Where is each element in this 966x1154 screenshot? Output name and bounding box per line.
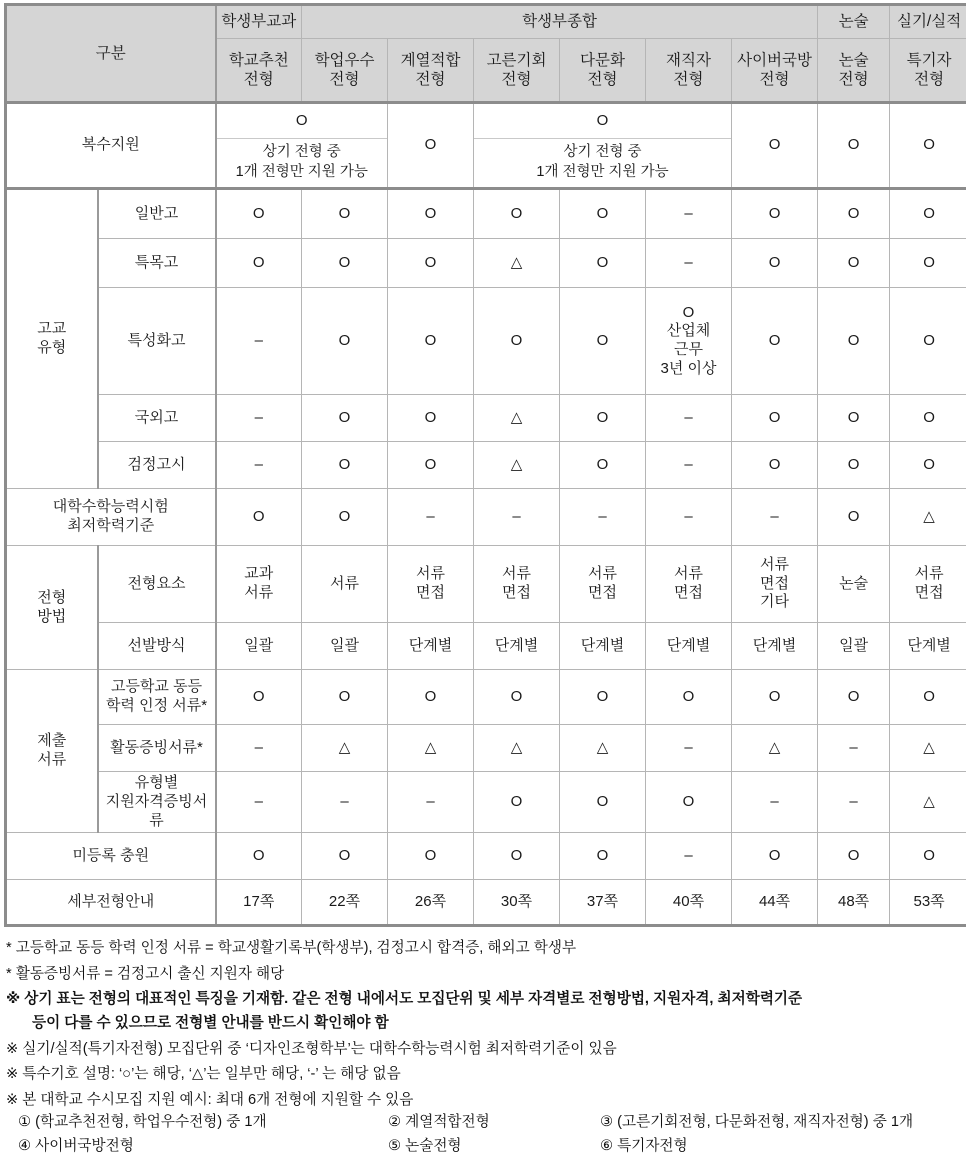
cell-ilbango-2: O: [388, 189, 474, 239]
cell-csat-6: –: [732, 489, 818, 546]
row-label-detail-guide: 세부전형안내: [6, 880, 216, 926]
cell-guide-7: 48쪽: [818, 880, 890, 926]
row-group-label-documents: [6, 670, 98, 833]
documents-label-line2: 서류: [37, 751, 66, 768]
cell-guide-0: 17쪽: [216, 880, 302, 926]
cell-csat-4: –: [560, 489, 646, 546]
footnotes: [6, 941, 966, 1153]
table-row-ilbango: [6, 189, 966, 239]
cell-unreg-3: O: [474, 833, 560, 880]
table-row-seonbal-bangsik: [6, 623, 966, 670]
cell-yoso-4: [560, 546, 646, 623]
row-label-ilbango: 일반고: [98, 189, 216, 239]
cell-dual-apply-c9: O: [890, 103, 966, 189]
col-line2: 전형: [674, 71, 704, 88]
cell-guide-5: 40쪽: [646, 880, 732, 926]
cell-equiv-6: O: [732, 670, 818, 725]
group-label-line2: 유형: [37, 339, 66, 356]
col-line2: 전형: [760, 71, 790, 88]
cell-geomjeonggosi-8: O: [890, 442, 966, 489]
cell-dual-apply-c7: O: [732, 103, 818, 189]
yoso-line: 면접: [915, 584, 944, 601]
row-label-equivalency-docs: [98, 670, 216, 725]
cell-bangsik-3: 단계별: [474, 623, 560, 670]
yoso-line: 논술: [839, 575, 868, 592]
group-label-line1: 고교: [37, 320, 66, 337]
cell-ilbango-5: –: [646, 189, 732, 239]
cell-bangsik-7: 일괄: [818, 623, 890, 670]
cell-teukseonghwago-1: O: [302, 288, 388, 395]
cell-guide-2: 26쪽: [388, 880, 474, 926]
cell-teukmokgo-0: O: [216, 239, 302, 288]
cell-activity-8: △: [890, 725, 966, 772]
example-item-1: ① (학교추천전형, 학업우수전형) 중 1개: [18, 1115, 388, 1130]
cell-dual-apply-c3: O: [388, 103, 474, 189]
note-line1: 상기 전형 중: [536, 143, 668, 163]
row-label-eligibility-docs: [98, 772, 216, 833]
cell-teukseonghwago-6: O: [732, 288, 818, 395]
col-line1: 다문화: [580, 52, 625, 69]
col-line1: 학업우수: [315, 52, 375, 69]
stub-header: 구분: [6, 5, 216, 103]
admissions-comparison-page: [0, 3, 966, 1137]
row-label-gugoego: 국외고: [98, 395, 216, 442]
column-header-hageop-usu: [302, 39, 388, 103]
cell-csat-5: –: [646, 489, 732, 546]
column-header-cyber-gukbang: [732, 39, 818, 103]
cell-teukseonghwago-7: O: [818, 288, 890, 395]
row-label-jeonhyeong-yoso: 전형요소: [98, 546, 216, 623]
cell-geomjeonggosi-5: –: [646, 442, 732, 489]
example-item-2: ② 계열적합전형: [388, 1115, 600, 1130]
cell-gugoego-2: O: [388, 395, 474, 442]
cell-equiv-5: O: [646, 670, 732, 725]
footnote-activity-docs: * 활동증빙서류 = 검정고시 출신 지원자 해당: [6, 967, 966, 982]
cell-unreg-5: –: [646, 833, 732, 880]
table-row-equivalency-docs: [6, 670, 966, 725]
cell-teukmokgo-5: –: [646, 239, 732, 288]
cell-eligibility-2: –: [388, 772, 474, 833]
table-row-geomjeonggosi: [6, 442, 966, 489]
yoso-line: 면접: [674, 584, 703, 601]
table-row-dual-apply: [6, 103, 966, 189]
footnote-application-example: ※ 본 대학교 수시모집 지원 예시: 최대 6개 전형에 지원할 수 있음: [6, 1093, 966, 1108]
cell-gugoego-4: O: [560, 395, 646, 442]
application-examples: [18, 1115, 958, 1153]
col-line2: 전형: [588, 71, 618, 88]
table-row-unregistered-fill: [6, 833, 966, 880]
cell-geomjeonggosi-7: O: [818, 442, 890, 489]
cell-activity-7: –: [818, 725, 890, 772]
row-label-teukseonghwago: 특성화고: [98, 288, 216, 395]
cell-yoso-8: [890, 546, 966, 623]
jaejik-line2: 산업체: [667, 322, 710, 339]
cell-yoso-6: [732, 546, 818, 623]
cell-teukseonghwago-4: O: [560, 288, 646, 395]
row-label-csat-minimum: [6, 489, 216, 546]
column-header-goreungihoe: [474, 39, 560, 103]
cell-eligibility-4: O: [560, 772, 646, 833]
jaejik-line3: 근무: [674, 341, 703, 358]
cell-teukseonghwago-3: O: [474, 288, 560, 395]
method-label-line2: 방법: [37, 608, 66, 625]
cell-ilbango-6: O: [732, 189, 818, 239]
cell-gugoego-8: O: [890, 395, 966, 442]
cell-activity-4: △: [560, 725, 646, 772]
col-line1: 계열적합: [401, 52, 461, 69]
row-group-label-school-type: [6, 189, 98, 489]
yoso-line: 교과: [244, 565, 273, 582]
table-header: [6, 5, 966, 103]
doc-label-line1: 유형별: [135, 774, 178, 791]
cell-csat-7: O: [818, 489, 890, 546]
cell-bangsik-8: 단계별: [890, 623, 966, 670]
cell-equiv-7: O: [818, 670, 890, 725]
cell-yoso-5: [646, 546, 732, 623]
cell-geomjeonggosi-0: –: [216, 442, 302, 489]
cell-csat-0: O: [216, 489, 302, 546]
cell-guide-8: 53쪽: [890, 880, 966, 926]
footnote-equivalency: * 고등학교 동등 학력 인정 서류 = 학교생활기록부(학생부), 검정고시 합격증, 해외고 학생부: [6, 941, 966, 956]
table-row-teukmokgo: [6, 239, 966, 288]
group-header-haksaengbu-gyogwa: 학생부교과: [216, 5, 302, 39]
dual-apply-note-b: [474, 139, 731, 187]
col-line1: 논술: [839, 52, 869, 69]
doc-label-line1: 고등학교 동등: [111, 678, 202, 695]
table-row-activity-docs: [6, 725, 966, 772]
column-header-jaejikja: [646, 39, 732, 103]
cell-equiv-4: O: [560, 670, 646, 725]
group-header-silgi-siljeok: 실기/실적: [890, 5, 966, 39]
cell-geomjeonggosi-3: △: [474, 442, 560, 489]
col-line1: 학교추천: [229, 52, 289, 69]
csat-label-line1: 대학수학능력시험: [53, 498, 169, 515]
cell-eligibility-5: O: [646, 772, 732, 833]
cell-equiv-0: O: [216, 670, 302, 725]
row-label-unregistered-fill: 미등록 충원: [6, 833, 216, 880]
table-row-eligibility-docs: [6, 772, 966, 833]
example-item-4: ④ 사이버국방전형: [18, 1139, 388, 1154]
dual-apply-note-a: [217, 139, 388, 187]
cell-bangsik-5: 단계별: [646, 623, 732, 670]
group-header-haksaengbu-jonghap: 학생부종합: [302, 5, 818, 39]
cell-ilbango-3: O: [474, 189, 560, 239]
example-item-3: ③ (고른기회전형, 다문화전형, 재직자전형) 중 1개: [600, 1115, 950, 1130]
cell-unreg-7: O: [818, 833, 890, 880]
cell-activity-5: –: [646, 725, 732, 772]
cell-teukseonghwago-2: O: [388, 288, 474, 395]
yoso-line: 서류: [244, 584, 273, 601]
cell-csat-3: –: [474, 489, 560, 546]
jaejik-line4: 3년 이상: [661, 360, 717, 377]
example-row-2: [18, 1139, 958, 1154]
dual-apply-mark-a: O: [217, 104, 388, 139]
table-row-detail-guide: [6, 880, 966, 926]
yoso-line: 서류: [915, 565, 944, 582]
cell-bangsik-6: 단계별: [732, 623, 818, 670]
jaejik-mark: O: [683, 304, 695, 321]
cell-equiv-8: O: [890, 670, 966, 725]
csat-label-line2: 최저학력기준: [67, 517, 154, 534]
yoso-line: 서류: [760, 556, 789, 573]
footnote-representative-features-line1: ※ 상기 표는 전형의 대표적인 특징을 기재함. 같은 전형 내에서도 모집단위 및 세부 자격별로 전형방법, 지원자격, 최저학력기준: [6, 992, 966, 1007]
yoso-line: 서류: [588, 565, 617, 582]
doc-label-line2: 지원자격증빙서류: [106, 793, 207, 829]
group-header-nonsul: 논술: [818, 5, 890, 39]
cell-eligibility-8: △: [890, 772, 966, 833]
cell-ilbango-0: O: [216, 189, 302, 239]
column-header-gyeyeol-jeokhap: [388, 39, 474, 103]
cell-gugoego-7: O: [818, 395, 890, 442]
cell-teukseonghwago-0: –: [216, 288, 302, 395]
cell-yoso-0: [216, 546, 302, 623]
cell-guide-3: 30쪽: [474, 880, 560, 926]
doc-label-line2: 학력 인정 서류*: [106, 697, 207, 714]
cell-teukmokgo-3: △: [474, 239, 560, 288]
cell-teukseonghwago-8: O: [890, 288, 966, 395]
table-row-teukseonghwago: [6, 288, 966, 395]
cell-csat-1: O: [302, 489, 388, 546]
cell-unreg-4: O: [560, 833, 646, 880]
cell-dual-apply-group-a: [216, 103, 388, 189]
cell-activity-0: –: [216, 725, 302, 772]
admissions-comparison-table: [4, 3, 966, 927]
cell-yoso-2: [388, 546, 474, 623]
footnote-representative-features-line2: 등이 다를 수 있으므로 전형별 안내를 반드시 확인해야 함: [32, 1016, 966, 1031]
cell-gugoego-6: O: [732, 395, 818, 442]
method-label-line1: 전형: [37, 589, 66, 606]
col-line1: 사이버국방: [737, 52, 812, 69]
cell-bangsik-1: 일괄: [302, 623, 388, 670]
example-row-1: [18, 1115, 958, 1130]
cell-teukmokgo-4: O: [560, 239, 646, 288]
col-line2: 전형: [244, 71, 274, 88]
table-row-jeonhyeong-yoso: [6, 546, 966, 623]
note-line2: 1개 전형만 지원 가능: [236, 163, 368, 183]
cell-teukmokgo-6: O: [732, 239, 818, 288]
col-line2: 전형: [839, 71, 869, 88]
yoso-line: 서류: [674, 565, 703, 582]
cell-gugoego-3: △: [474, 395, 560, 442]
cell-gugoego-1: O: [302, 395, 388, 442]
note-line2: 1개 전형만 지원 가능: [536, 163, 668, 183]
table-row-gugoego: [6, 395, 966, 442]
cell-teukmokgo-7: O: [818, 239, 890, 288]
cell-eligibility-1: –: [302, 772, 388, 833]
cell-bangsik-0: 일괄: [216, 623, 302, 670]
footnote-symbol-legend: ※ 특수기호 설명: ‘○’는 해당, ‘△’는 일부만 해당, ‘-’ 는 해당 없음: [6, 1067, 966, 1082]
cell-yoso-7: [818, 546, 890, 623]
row-group-label-method: [6, 546, 98, 670]
cell-equiv-3: O: [474, 670, 560, 725]
cell-activity-6: △: [732, 725, 818, 772]
cell-geomjeonggosi-4: O: [560, 442, 646, 489]
cell-bangsik-2: 단계별: [388, 623, 474, 670]
cell-csat-2: –: [388, 489, 474, 546]
cell-eligibility-0: –: [216, 772, 302, 833]
row-label-geomjeonggosi: 검정고시: [98, 442, 216, 489]
example-item-5: ⑤ 논술전형: [388, 1139, 600, 1154]
cell-unreg-1: O: [302, 833, 388, 880]
cell-equiv-1: O: [302, 670, 388, 725]
row-label-dual-apply: 복수지원: [6, 103, 216, 189]
note-line1: 상기 전형 중: [236, 143, 368, 163]
header-group-row: [6, 5, 966, 39]
column-header-nonsul: [818, 39, 890, 103]
cell-eligibility-6: –: [732, 772, 818, 833]
cell-gugoego-5: –: [646, 395, 732, 442]
yoso-line: 면접: [760, 575, 789, 592]
cell-ilbango-8: O: [890, 189, 966, 239]
col-line1: 특기자: [907, 52, 952, 69]
yoso-line: 서류: [330, 575, 359, 592]
col-line2: 전형: [914, 71, 944, 88]
footnote-design-major-csat: ※ 실기/실적(특기자전형) 모집단위 중 ‘디자인조형학부’는 대학수학능력시험 최저학력기준이 있음: [6, 1042, 966, 1057]
cell-equiv-2: O: [388, 670, 474, 725]
table-body: [6, 103, 966, 926]
example-item-6: ⑥ 특기자전형: [600, 1139, 950, 1154]
col-line1: 재직자: [666, 52, 711, 69]
documents-label-line1: 제출: [37, 732, 66, 749]
dual-apply-mark-b: O: [474, 104, 731, 139]
cell-unreg-8: O: [890, 833, 966, 880]
cell-ilbango-4: O: [560, 189, 646, 239]
cell-ilbango-7: O: [818, 189, 890, 239]
yoso-line: 면접: [502, 584, 531, 601]
cell-dual-apply-group-b: [474, 103, 732, 189]
cell-ilbango-1: O: [302, 189, 388, 239]
column-header-damunhwa: [560, 39, 646, 103]
cell-csat-8: △: [890, 489, 966, 546]
col-line1: 고른기회: [487, 52, 547, 69]
cell-teukmokgo-8: O: [890, 239, 966, 288]
row-label-seonbal-bangsik: 선발방식: [98, 623, 216, 670]
cell-guide-4: 37쪽: [560, 880, 646, 926]
cell-activity-3: △: [474, 725, 560, 772]
cell-teukmokgo-2: O: [388, 239, 474, 288]
cell-geomjeonggosi-2: O: [388, 442, 474, 489]
cell-geomjeonggosi-1: O: [302, 442, 388, 489]
col-line2: 전형: [330, 71, 360, 88]
yoso-line: 기타: [760, 593, 789, 610]
cell-activity-1: △: [302, 725, 388, 772]
cell-gugoego-0: –: [216, 395, 302, 442]
yoso-line: 면접: [416, 584, 445, 601]
cell-yoso-3: [474, 546, 560, 623]
cell-unreg-6: O: [732, 833, 818, 880]
cell-guide-1: 22쪽: [302, 880, 388, 926]
cell-dual-apply-c8: O: [818, 103, 890, 189]
row-label-teukmokgo: 특목고: [98, 239, 216, 288]
row-label-activity-docs: 활동증빙서류*: [98, 725, 216, 772]
yoso-line: 서류: [416, 565, 445, 582]
cell-bangsik-4: 단계별: [560, 623, 646, 670]
table-row-csat-minimum: [6, 489, 966, 546]
cell-unreg-2: O: [388, 833, 474, 880]
yoso-line: 서류: [502, 565, 531, 582]
cell-guide-6: 44쪽: [732, 880, 818, 926]
column-header-hakgyo-chucheon: [216, 39, 302, 103]
cell-geomjeonggosi-6: O: [732, 442, 818, 489]
cell-unreg-0: O: [216, 833, 302, 880]
cell-eligibility-7: –: [818, 772, 890, 833]
cell-teukmokgo-1: O: [302, 239, 388, 288]
cell-teukseonghwago-jaejikja: [646, 288, 732, 395]
col-line2: 전형: [416, 71, 446, 88]
cell-activity-2: △: [388, 725, 474, 772]
yoso-line: 면접: [588, 584, 617, 601]
cell-yoso-1: [302, 546, 388, 623]
col-line2: 전형: [502, 71, 532, 88]
column-header-teukgija: [890, 39, 966, 103]
cell-eligibility-3: O: [474, 772, 560, 833]
